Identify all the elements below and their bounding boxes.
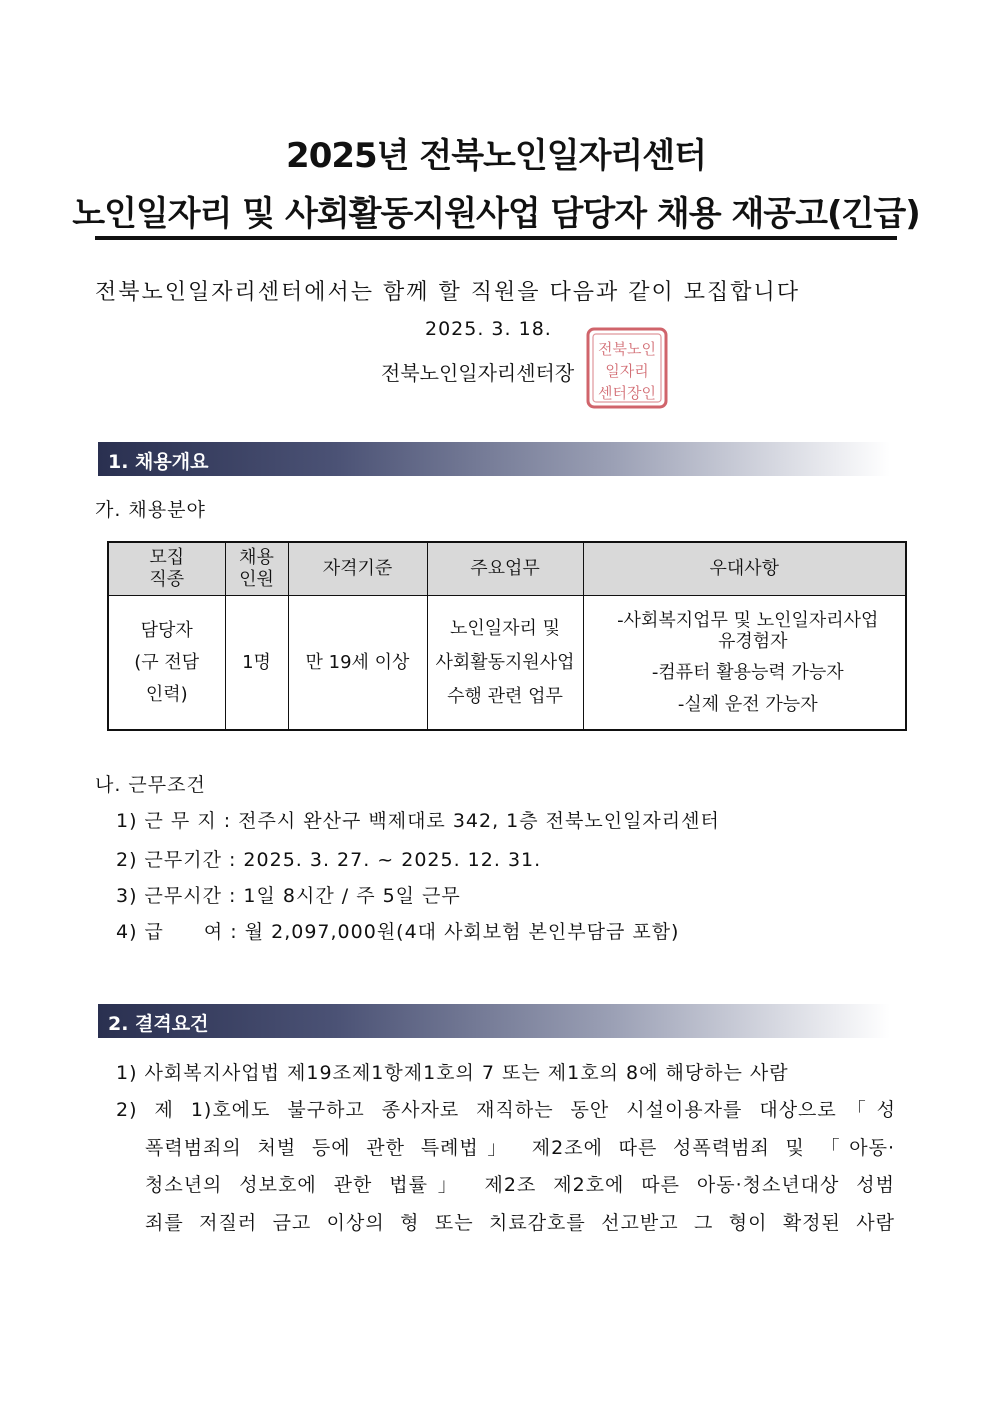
disqualification-item-2-line-3: 청소년의 성보호에 관한 법률」 제2조 제2호에 따른 아동·청소년대상 성범 — [145, 1174, 895, 1196]
seal-text-3: 센터장인 — [598, 384, 656, 402]
subsection-work-conditions: 나. 근무조건 — [95, 774, 206, 796]
title-line-1: 2025년 전북노인일자리센터 — [286, 136, 706, 176]
cell-main-duty: 노인일자리 및 사회활동지원사업 수행 관련 업무 — [427, 596, 583, 731]
title-line-2: 노인일자리 및 사회활동지원사업 담당자 채용 재공고(긴급) — [72, 194, 920, 234]
announcement-date: 2025. 3. 18. — [425, 318, 552, 340]
cell-job-type: 담당자 (구 전담 인력) — [108, 596, 225, 731]
section-2-heading: 2. 결격요건 — [108, 1013, 209, 1035]
recruitment-table — [107, 541, 907, 731]
condition-salary: 4) 급 여 : 월 2,097,000원(4대 사회보험 본인부담금 포함) — [116, 921, 680, 943]
section-1-banner — [98, 442, 890, 476]
cell-preference: -사회복지업무 및 노인일자리사업 유경험자 -컴퓨터 활용능력 가능자 -실제 운전 가능자 — [583, 596, 906, 731]
disqualification-item-2-line-4: 죄를 저질러 금고 이상의 형 또는 치료감호를 선고받고 그 형이 확정된 사람 — [145, 1212, 895, 1234]
header-preference: 우대사항 — [583, 542, 906, 596]
cell-qualification: 만 19세 이상 — [288, 596, 427, 731]
header-headcount: 채용 인원 — [225, 542, 288, 596]
condition-hours: 3) 근무시간 : 1일 8시간 / 주 5일 근무 — [116, 885, 461, 907]
section-2-banner — [98, 1004, 890, 1038]
cell-headcount: 1명 — [225, 596, 288, 731]
seal-text-1: 전북노인 — [598, 340, 656, 358]
table-header-row — [108, 542, 906, 596]
seal-text-2: 일자리 — [605, 362, 649, 380]
title-divider — [95, 236, 897, 240]
disqualification-item-2: 2) 제 1)호에도 불구하고 종사자로 재직하는 동안 시설이용자를 대상으로「성 — [116, 1099, 896, 1121]
official-seal-stamp — [585, 326, 669, 410]
condition-workplace: 1) 근 무 지 : 전주시 완산구 백제대로 342, 1층 전북노인일자리센터 — [116, 810, 720, 832]
header-qualification: 자격기준 — [288, 542, 427, 596]
intro-text: 전북노인일자리센터에서는 함께 할 직원을 다음과 같이 모집합니다 — [95, 280, 801, 305]
condition-period: 2) 근무기간 : 2025. 3. 27. ~ 2025. 12. 31. — [116, 849, 542, 871]
header-main-duty: 주요업무 — [427, 542, 583, 596]
header-job-type: 모집 직종 — [108, 542, 225, 596]
disqualification-item-1: 1) 사회복지사업법 제19조제1항제1호의 7 또는 제1호의 8에 해당하는 사람 — [116, 1062, 789, 1084]
table-row — [108, 596, 906, 731]
section-1-heading: 1. 채용개요 — [108, 451, 209, 473]
issuer-name: 전북노인일자리센터장 — [381, 361, 575, 385]
subsection-recruitment-field: 가. 채용분야 — [95, 499, 206, 521]
disqualification-item-2-line-2: 폭력범죄의 처벌 등에 관한 특례법」 제2조에 따른 성폭력범죄 및 「아동· — [145, 1137, 895, 1159]
